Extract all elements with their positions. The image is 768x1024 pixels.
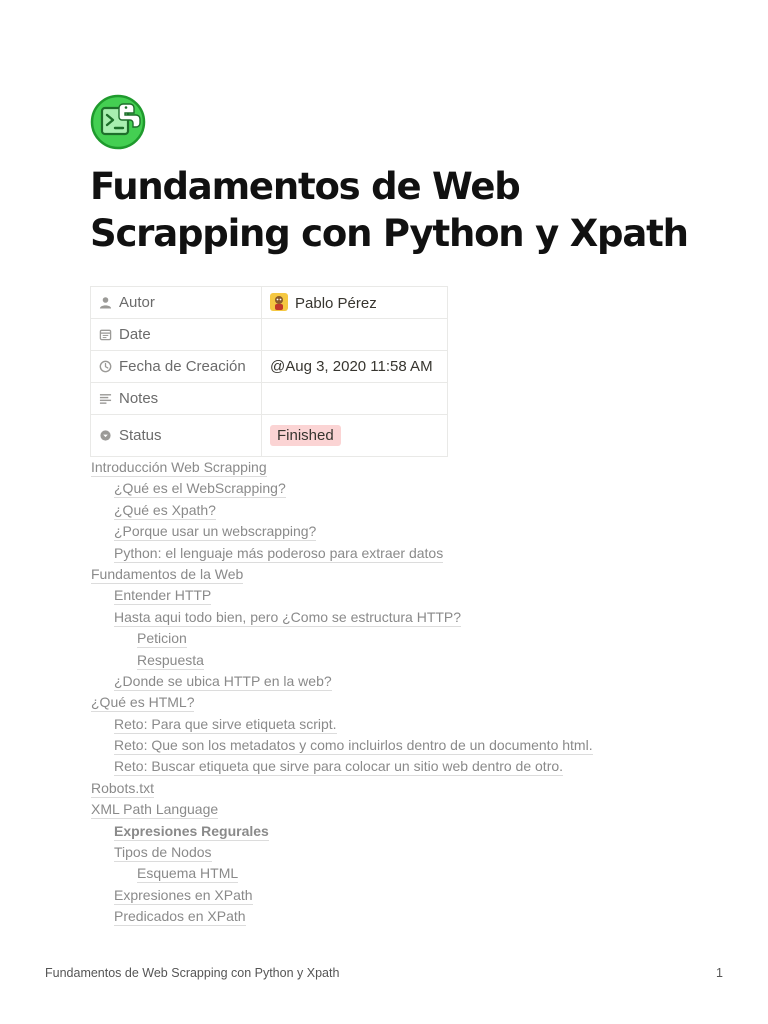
clock-icon [99, 360, 112, 373]
property-value[interactable] [262, 287, 448, 319]
property-label: Status [119, 427, 162, 444]
avatar [270, 293, 288, 311]
toc-item[interactable]: ¿Porque usar un webscrapping? [114, 523, 317, 540]
footer-title: Fundamentos de Web Scrapping con Python y Xpath [45, 966, 340, 980]
properties-table [90, 286, 448, 457]
toc-item[interactable]: ¿Donde se ubica HTTP en la web? [114, 672, 332, 689]
property-label: Date [119, 326, 151, 343]
toc-item[interactable]: Fundamentos de la Web [91, 565, 244, 582]
toc-item[interactable]: Reto: Que son los metadatos y como incluirlos dentro de un documento html. [114, 737, 593, 754]
property-key [91, 351, 262, 383]
toc-item[interactable]: Predicados en XPath [114, 908, 246, 925]
footer-page-number: 1 [716, 966, 723, 980]
property-row-date[interactable] [91, 319, 448, 351]
property-key [91, 287, 262, 319]
toc-item[interactable]: Entender HTTP [114, 587, 212, 604]
toc-item[interactable]: Esquema HTML [137, 865, 239, 882]
property-value[interactable] [262, 383, 448, 415]
property-value[interactable] [262, 319, 448, 351]
property-label: Autor [119, 294, 155, 311]
property-key [91, 383, 262, 415]
toc-item[interactable]: ¿Qué es Xpath? [114, 501, 216, 518]
toc-item[interactable]: XML Path Language [91, 801, 219, 818]
calendar-icon [99, 328, 112, 341]
text-lines-icon [99, 392, 112, 405]
property-key [91, 415, 262, 457]
toc-item[interactable]: ¿Qué es HTML? [91, 694, 195, 711]
toc-item[interactable]: Robots.txt [91, 779, 155, 796]
toc-item[interactable]: ¿Qué es el WebScrapping? [114, 480, 286, 497]
property-label: Notes [119, 390, 159, 407]
toc-item[interactable]: Expresiones en XPath [114, 886, 253, 903]
toc-item[interactable]: Expresiones Regurales [114, 822, 269, 839]
table-of-contents [91, 457, 731, 928]
toc-item[interactable]: Hasta aqui todo bien, pero ¿Como se estructura HTTP? [114, 608, 462, 625]
property-row-notes[interactable] [91, 383, 448, 415]
property-label: Fecha de Creación [119, 358, 246, 375]
page-icon [90, 93, 146, 151]
property-key [91, 319, 262, 351]
page-title: Fundamentos de Web Scrapping con Python y Xpath [90, 165, 688, 255]
property-value[interactable]: @Aug 3, 2020 11:58 AM [262, 351, 448, 383]
property-row-fecha-creacion[interactable] [91, 351, 448, 383]
toc-item[interactable]: Peticion [137, 630, 187, 647]
person-icon [99, 296, 112, 309]
toc-item[interactable]: Respuesta [137, 651, 204, 668]
select-icon [99, 429, 112, 442]
property-row-autor[interactable] [91, 287, 448, 319]
author-name: Pablo Pérez [295, 295, 377, 312]
toc-item[interactable]: Reto: Para que sirve etiqueta script. [114, 715, 337, 732]
toc-item[interactable]: Introducción Web Scrapping [91, 459, 267, 475]
toc-item[interactable]: Tipos de Nodos [114, 844, 212, 861]
status-badge[interactable]: Finished [270, 425, 341, 446]
toc-item[interactable]: Reto: Buscar etiqueta que sirve para colocar un sitio web dentro de otro. [114, 758, 564, 775]
toc-item[interactable]: Python: el lenguaje más poderoso para extraer datos [114, 544, 444, 561]
property-row-status[interactable] [91, 415, 448, 457]
property-value[interactable] [262, 415, 448, 457]
